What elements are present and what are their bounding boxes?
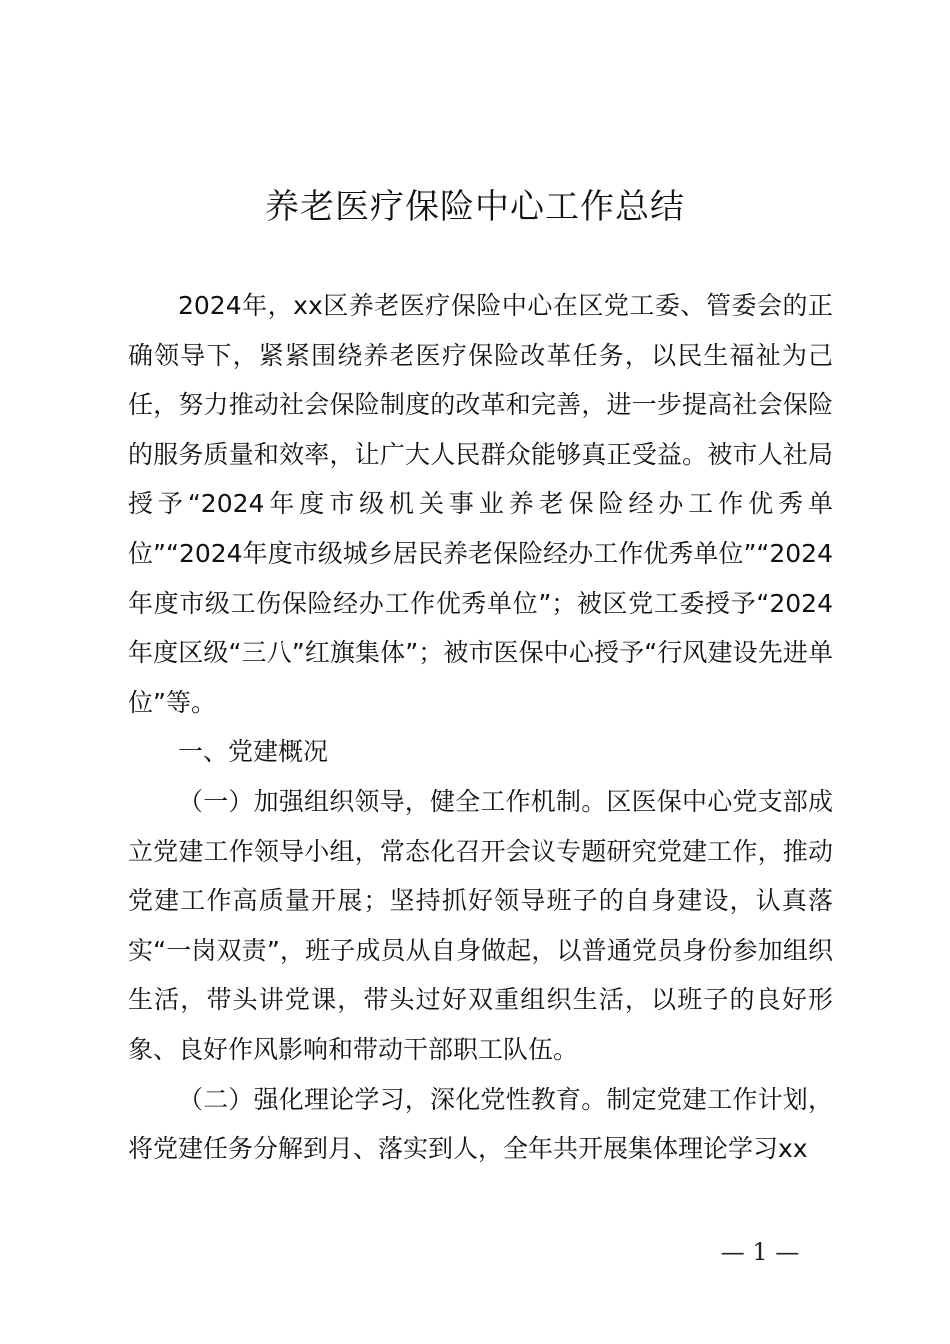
intro-paragraph: 2024年，xx区养老医疗保险中心在区党工委、管委会的正确领导下，紧紧围绕养老医疗保险改革任务，以民生福祉为己任，努力推动社会保险制度的改革和完善，进一步提高社会保险的服务质量和效率，让广大人民群众能够真正受益。被市人社局授予“2024年度市级机关事业养老保险经办工作优秀单位”“2024年度市级城乡居民养老保险经办工作优秀单位”“2024年度市级工伤保险经办工作优秀单位”；被区党工委授予“2024年度区级“三八”红旗集体”；被市医保中心授予“行风建设先进单位”等。 <box>128 291 833 717</box>
page-number: — 1 — <box>720 1238 800 1266</box>
subsection-paragraph-2: （二）强化理论学习，深化党性教育。制定党建工作计划，将党建任务分解到月、落实到人，全年共开展集体理论学习xx <box>128 1084 833 1164</box>
section-heading: 一、党建概况 <box>178 737 329 767</box>
subsection-paragraph-1: （一）加强组织领导，健全工作机制。区医保中心党支部成立党建工作领导小组，常态化召开会议专题研究党建工作，推动党建工作高质量开展；坚持抓好领导班子的自身建设，认真落实“一岗双责”，班子成员从自身做起，以普通党员身份参加组织生活，带头讲党课，带头过好双重组织生活，以班子的良好形象、良好作风影响和带动干部职工队伍。 <box>128 786 833 1064</box>
document-title: 养老医疗保险中心工作总结 <box>265 187 685 227</box>
document-body <box>128 281 833 1174</box>
